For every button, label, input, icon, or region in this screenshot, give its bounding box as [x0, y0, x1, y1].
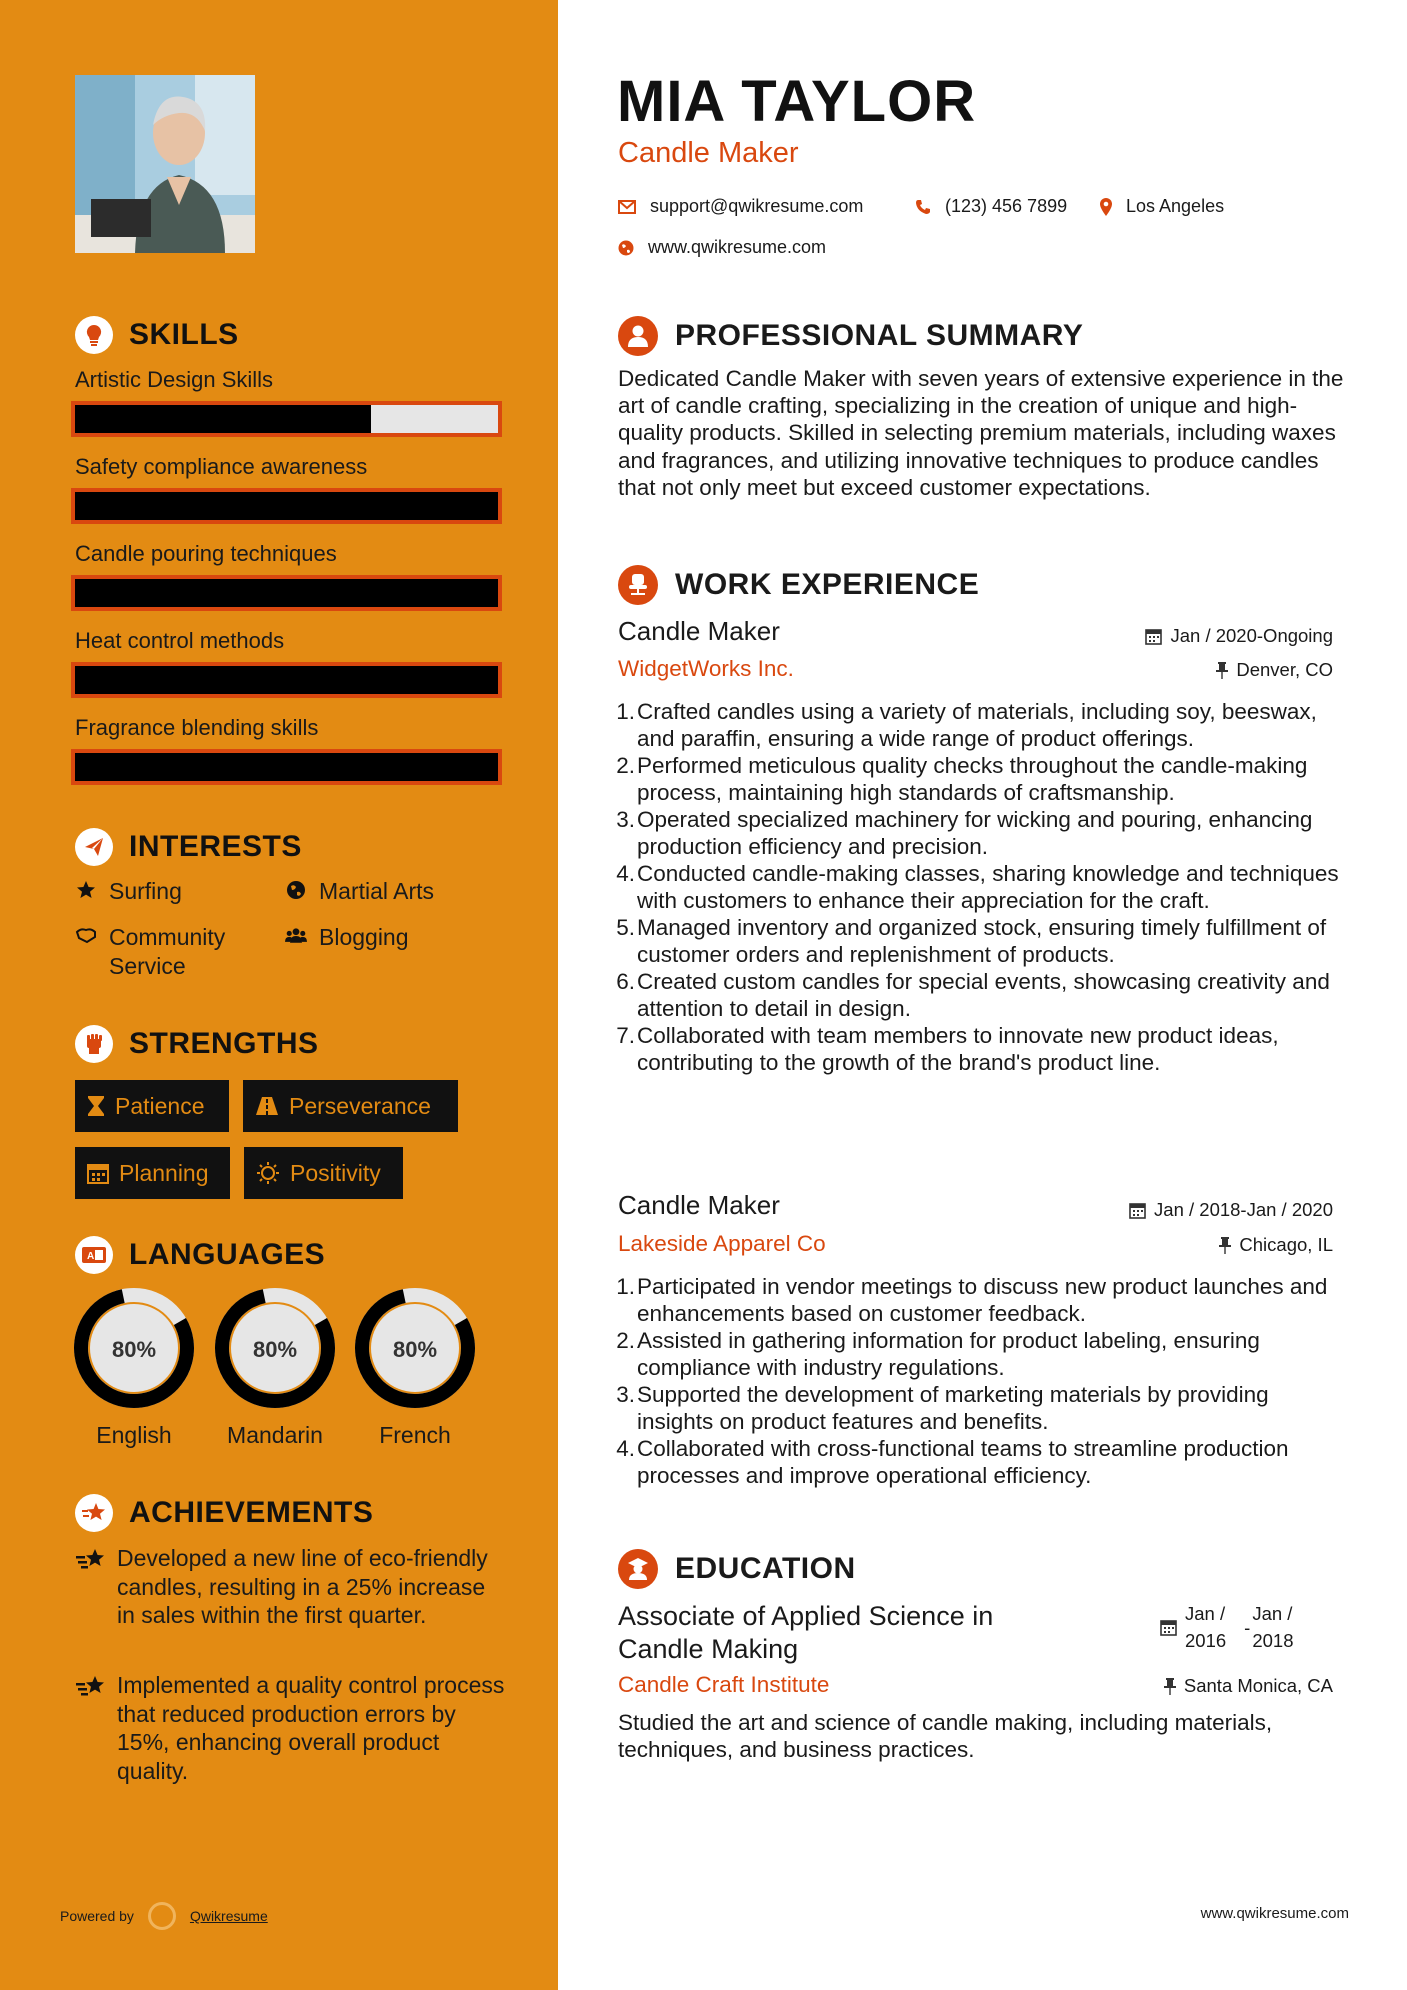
- map-marker-icon: [1100, 198, 1112, 216]
- powered-by: Powered by Qwikresume: [60, 1902, 268, 1930]
- lightbulb-icon: [75, 316, 113, 354]
- envelope-icon: [618, 200, 636, 214]
- users-icon: [285, 923, 307, 946]
- sun-icon: [256, 1161, 280, 1185]
- footer-url[interactable]: www.qwikresume.com: [1200, 1905, 1349, 1922]
- skill-bar-fill: [75, 405, 371, 433]
- strength-badge: Perseverance: [243, 1080, 458, 1132]
- language-ring: [353, 1286, 477, 1410]
- candidate-name: MIA TAYLOR: [617, 69, 977, 134]
- paper-plane-icon: [75, 828, 113, 866]
- experience-heading: WORK EXPERIENCE: [618, 565, 979, 605]
- language-icon: [75, 1236, 113, 1274]
- language-name: French: [379, 1422, 451, 1448]
- calendar-icon: [1160, 1619, 1177, 1636]
- pushpin-icon: [1216, 662, 1228, 679]
- bullet-item: 7. Collaborated with team members to innovate new product ideas, contributing to the growth of the brand's product line.: [616, 1023, 1279, 1075]
- education-description: Studied the art and science of candle making, including materials, techniques, and business practices.: [618, 1710, 1273, 1762]
- bullet-item: 2. Assisted in gathering information for product labeling, ensuring compliance with industry regulations.: [616, 1328, 1260, 1380]
- summary-heading: PROFESSIONAL SUMMARY: [618, 316, 1083, 356]
- education-start-date: Jan / 2016: [1185, 1603, 1227, 1651]
- education-end-date: Jan / 2018: [1252, 1603, 1294, 1651]
- phone-icon: [915, 199, 931, 215]
- road-icon: [255, 1096, 279, 1116]
- job-title: Candle Maker: [618, 1190, 780, 1220]
- education-dates: Jan / 2016 - Jan / 2018: [1160, 1600, 1293, 1654]
- shooting-star-icon: [75, 1544, 107, 1630]
- languages-heading: A LANGUAGES: [75, 1236, 325, 1274]
- handshake-icon: [75, 923, 97, 944]
- summary-text: Dedicated Candle Maker with seven years of extensive experience in the art of candle crafting, specializing in the creation of unique and high-quality products. Skilled in selecting premium materials, including waxes and fragrances, and utilizing innovative techniques to produce candles that not only meet but exceed customer expectations.: [618, 366, 1344, 500]
- star-icon: [75, 877, 97, 900]
- bullet-item: 1. Crafted candles using a variety of materials, including soy, beeswax, and paraffin, ensuring a wide range of product offerings.: [616, 699, 1317, 751]
- achievement-item: Implemented a quality control process that reduced production errors by 15%, enhancing overall product quality.: [75, 1671, 505, 1785]
- job-bullets: [610, 1273, 1345, 1489]
- candidate-title: Candle Maker: [618, 137, 799, 169]
- globe-icon: [285, 877, 307, 900]
- bullet-item: 6. Created custom candles for special events, showcasing creativity and attention to detail in design.: [616, 969, 1330, 1021]
- bullet-item: 4. Collaborated with cross-functional teams to streamline production processes and improve operational efficiency.: [616, 1436, 1289, 1488]
- language-name: Mandarin: [227, 1422, 323, 1448]
- skill-label: Candle pouring techniques: [75, 541, 337, 566]
- bullet-item: 3. Operated specialized machinery for wicking and pouring, enhancing production efficiency and precision.: [616, 807, 1313, 859]
- bullet-item: 4. Conducted candle-making classes, sharing knowledge and techniques with customers to enhance their appreciation for the craft.: [616, 861, 1339, 913]
- contact-website: www.qwikresume.com: [618, 237, 826, 258]
- interests-heading: INTERESTS: [75, 828, 302, 866]
- skill-label: Safety compliance awareness: [75, 454, 368, 479]
- language-percent: 80%: [111, 1337, 157, 1362]
- job-dates: Jan / 2018-Jan / 2020: [1129, 1199, 1333, 1221]
- interest-item: Blogging: [285, 923, 409, 952]
- language-ring: [72, 1286, 196, 1410]
- pushpin-icon: [1219, 1237, 1231, 1254]
- language-percent: 80%: [392, 1337, 438, 1362]
- calendar-icon: [1129, 1202, 1146, 1219]
- bullet-item: 2. Performed meticulous quality checks throughout the candle-making process, maintaining high standards of craftsmanship.: [616, 753, 1308, 805]
- job-bullets: [610, 698, 1345, 1076]
- strength-badge: Patience: [75, 1080, 229, 1132]
- skill-bar-fill: [75, 666, 498, 694]
- achievement-item: Developed a new line of eco-friendly candles, resulting in a 25% increase in sales within the first quarter.: [75, 1544, 505, 1630]
- skill-label: Fragrance blending skills: [75, 715, 319, 740]
- svg-text:A: A: [87, 1251, 95, 1262]
- skill-bar-fill: [75, 492, 498, 520]
- job-title: Candle Maker: [618, 616, 780, 646]
- contact-phone: (123) 456 7899: [915, 196, 1067, 217]
- skill-label: Artistic Design Skills: [75, 367, 274, 392]
- job-location: Denver, CO: [1216, 659, 1333, 681]
- profile-photo: [75, 75, 255, 253]
- interest-item: Surfing: [75, 877, 182, 906]
- language-percent: 80%: [252, 1337, 298, 1362]
- hourglass-icon: [87, 1095, 105, 1117]
- skill-label: Heat control methods: [75, 628, 285, 653]
- user-icon: [618, 316, 658, 356]
- office-chair-icon: [618, 565, 658, 605]
- job-dates: Jan / 2020-Ongoing: [1145, 625, 1333, 647]
- achievements-heading: ACHIEVEMENTS: [75, 1494, 373, 1532]
- globe-icon: [618, 240, 634, 256]
- contact-email: support@qwikresume.com: [618, 196, 863, 217]
- skill-bar: [71, 749, 502, 785]
- strength-badge: Positivity: [244, 1147, 403, 1199]
- interest-item: [75, 923, 225, 981]
- job-company: WidgetWorks Inc.: [618, 656, 794, 681]
- degree-title: Associate of Applied Science in Candle Making: [618, 1601, 994, 1664]
- education-location: Santa Monica, CA: [1164, 1675, 1333, 1697]
- strengths-heading: STRENGTHS: [75, 1025, 319, 1063]
- strength-badge: Planning: [75, 1147, 230, 1199]
- education-heading: EDUCATION: [618, 1549, 856, 1589]
- bullet-item: 5. Managed inventory and organized stock, ensuring timely fulfillment of customer orders and replenishment of products.: [616, 915, 1327, 967]
- contact-location: Los Angeles: [1100, 196, 1224, 217]
- skill-bar-fill: [75, 753, 498, 781]
- interest-label-multiline: Community Service: [109, 924, 226, 979]
- bullet-item: 1. Participated in vendor meetings to discuss new product launches and enhancements based on customer feedback.: [616, 1274, 1328, 1326]
- graduate-icon: [618, 1549, 658, 1589]
- skill-bar: [71, 575, 502, 611]
- language-name: English: [96, 1422, 172, 1448]
- calendar-icon: [1145, 628, 1162, 645]
- achievement-star-icon: [75, 1494, 113, 1532]
- pushpin-icon: [1164, 1678, 1176, 1695]
- calendar-icon: [87, 1162, 109, 1184]
- interest-item: Martial Arts: [285, 877, 434, 906]
- school-name: Candle Craft Institute: [618, 1672, 830, 1697]
- bullet-item: 3. Supported the development of marketing materials by providing insights on product features and benefits.: [616, 1382, 1269, 1434]
- skill-bar: [71, 662, 502, 698]
- powered-by-link[interactable]: Qwikresume: [189, 1908, 268, 1924]
- job-location: Chicago, IL: [1219, 1234, 1333, 1256]
- skills-heading: SKILLS: [75, 316, 239, 354]
- language-ring: [213, 1286, 337, 1410]
- qwikresume-logo-icon: [148, 1902, 176, 1930]
- skill-bar: [71, 488, 502, 524]
- fist-icon: [75, 1025, 113, 1063]
- skill-bar-fill: [75, 579, 498, 607]
- skill-bar: [71, 401, 502, 437]
- shooting-star-icon: [75, 1671, 107, 1785]
- job-company: Lakeside Apparel Co: [618, 1231, 826, 1256]
